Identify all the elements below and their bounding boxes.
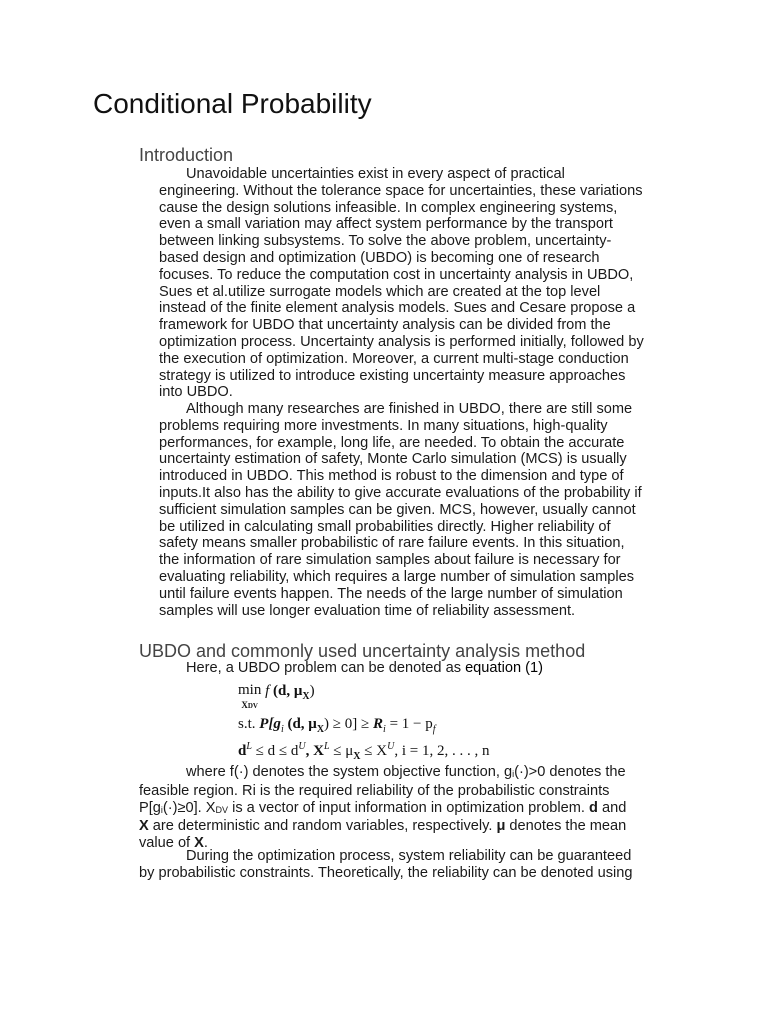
explanation-line-5: value of X. (139, 835, 208, 852)
eq-objective-f: f (265, 683, 270, 699)
page-title: Conditional Probability (93, 88, 372, 119)
explanation-line-2: feasible region. Ri is the required reliability of the probabilistic constraints (139, 782, 610, 799)
equation-reference-link[interactable]: equation (1) (465, 660, 543, 676)
intro-p2-line: performances, for example, long life, are needed. To obtain the accurate (159, 434, 625, 451)
explanation-line-4: X are deterministic and random variables, respectively. μ denotes the mean (139, 818, 627, 835)
eq-subject-to: s.t. (238, 716, 256, 732)
section-heading-introduction: Introduction (139, 145, 234, 165)
intro-p2-line: Although many researches are finished in UBDO, there are still some (186, 401, 633, 417)
intro-p2-line: sufficient simulation samples can be given. MCS, however, usually cannot (159, 501, 636, 518)
intro-paragraph-1 (159, 166, 644, 401)
eq-probability-P: P (259, 716, 269, 732)
intro-p1-line: optimization process. Uncertainty analysis is performed initially, followed by (159, 333, 644, 350)
intro-p2-line: safety means smaller probabilistic of rare failure events. In this situation, (159, 535, 625, 552)
eq-reliability-R: R (373, 716, 384, 732)
ubdo-intro-line (159, 660, 543, 677)
intro-p2-line: problems requiring more investments. In many situations, high-quality (159, 417, 608, 434)
intro-p1-line: engineering. Without the tolerance space for uncertainties, these variations (159, 182, 643, 199)
intro-p1-line: instead of the finite element analysis models. Sues and Cesare propose a (159, 300, 636, 317)
intro-p2-line: uncertainty estimation of safety, Monte Carlo simulation (MCS) is usually (159, 451, 627, 468)
optimization-paragraph (139, 848, 633, 882)
equation-explanation-paragraph (139, 764, 626, 852)
intro-p1-line: between linking subsystems. To solve the above problem, uncertainty- (159, 233, 612, 250)
eq-objective-args: (d, μ (273, 683, 303, 699)
intro-p1-line: the execution of optimization. Moreover, a current multi-stage conduction (159, 350, 629, 367)
optimization-p-line: by probabilistic constraints. Theoretically, the reliability can be denoted using (139, 864, 633, 881)
intro-p1-line: framework for UBDO that uncertainty analysis can be divided from the (159, 317, 611, 334)
equation-row-objective: min XDV f (d, $\mu_X$) (238, 682, 315, 710)
section-heading-ubdo: UBDO and commonly used uncertainty analysis method (139, 641, 586, 661)
intro-p2-line: inputs.It also has the ability to give accurate evaluations of the probability if (159, 484, 642, 501)
intro-p1-line: based design and optimization (UBDO) is becoming one of research (159, 249, 600, 266)
intro-p1-line: even a small variation may affect system performance by the transport (159, 216, 613, 233)
equation-row-bounds: $d^L \le d \le d^U$, $X^L \le \mu_X \le X^U$, i = 1, 2, . . . , n (238, 741, 490, 762)
intro-p2-line: the information of rare simulation samples about failure is necessary for (159, 552, 621, 569)
intro-p2-line: introduced in UBDO. This method is robust to the dimension and type of (159, 468, 624, 485)
ubdo-intro-text: Here, a UBDO problem can be denoted as (186, 660, 466, 676)
intro-p2-line: be utilized in calculating small probabilities directly. Higher reliability of (159, 518, 611, 535)
eq-min-subscript: XDV (241, 700, 258, 710)
intro-p2-line: until failure events happen. The needs of the large number of simulation (159, 585, 623, 602)
intro-p1-line: cause the design solutions infeasible. In complex engineering systems, (159, 199, 618, 216)
intro-p1-line: Sues et al.utilize surrogate models which are created at the top level (159, 283, 601, 300)
explanation-line-3: P[gi(·)≥0]. XDV is a vector of input information in optimization problem. d and (139, 799, 627, 816)
intro-p1-line: into UBDO. (159, 384, 233, 401)
intro-p1-line: Unavoidable uncertainties exist in every aspect of practical (186, 166, 565, 182)
intro-p1-line: focuses. To reduce the computation cost in uncertainty analysis in UBDO, (159, 266, 634, 283)
eq-min-operator: min (238, 682, 262, 698)
explanation-line-1: where f(·) denotes the system objective function, gi(·)>0 denotes the (186, 764, 626, 780)
intro-paragraph-2 (159, 401, 642, 619)
intro-p2-line: samples will use longer evaluation time of reliability assessment. (159, 602, 576, 619)
intro-p1-line: strategy is utilized to introduce existing uncertainty measure approaches (159, 367, 626, 384)
optimization-p-line: During the optimization process, system reliability can be guaranteed (186, 848, 632, 864)
equation-row-constraint: s.t. $P[g_i$ (d, $\mu_X) \ge 0] \ge R_i = 1 - p_f$ (238, 716, 436, 735)
intro-p2-line: evaluating reliability, which requires a large number of simulation samples (159, 568, 635, 585)
